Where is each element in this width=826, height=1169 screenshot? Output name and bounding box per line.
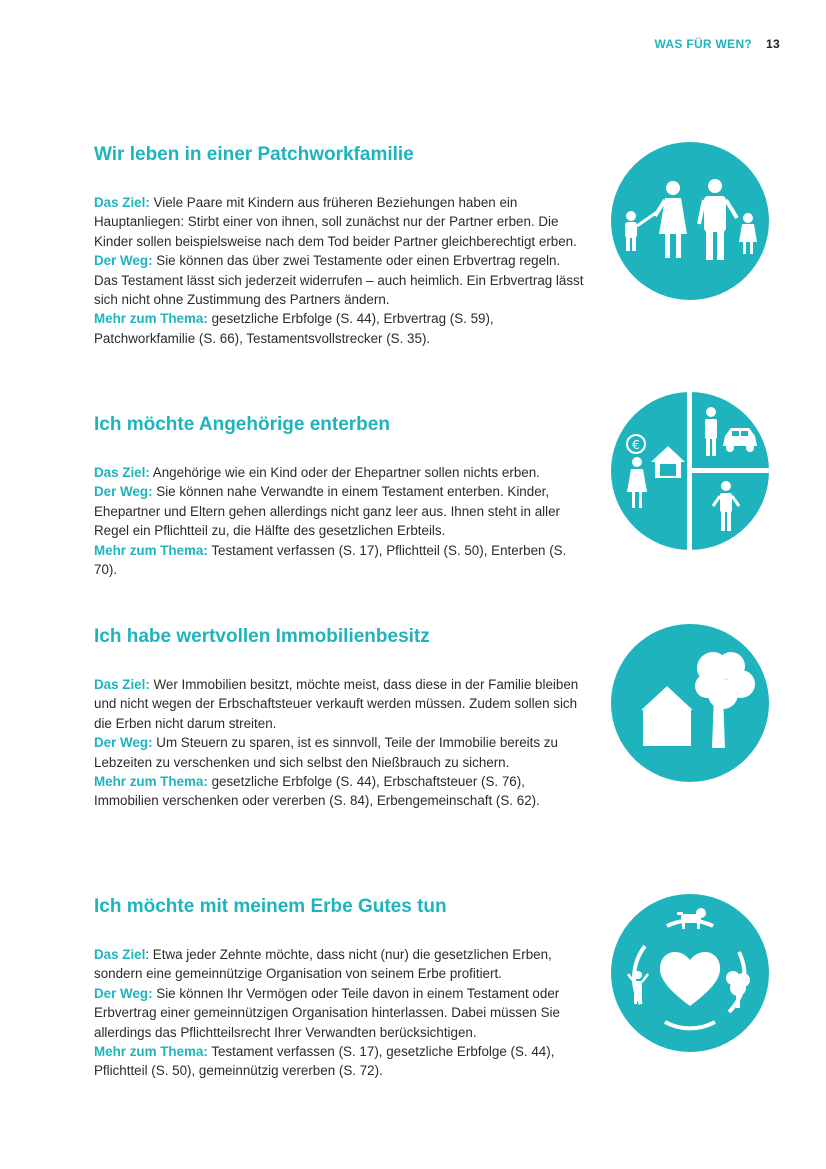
ziel-text: Angehörige wie ein Kind oder der Ehepartner sollen nichts erben. <box>149 465 540 480</box>
section-patchwork <box>94 143 586 348</box>
ziel-text: : Etwa jeder Zehnte möchte, dass nicht (nur) die gesetzlichen Erben, sondern eine gemeinnützige Organisation von seinem Erbe profitiert. <box>94 947 552 982</box>
running-header <box>654 37 780 51</box>
section-heading: Wir leben in einer Patchworkfamilie <box>94 144 414 165</box>
ziel-text: Wer Immobilien besitzt, möchte meist, dass diese in der Familie bleiben und nicht wegen der Erbschaftsteuer verkauft werden müssen. Zudem sollen sich die Erben nicht darum streiten. <box>94 677 579 731</box>
section-heading: Ich möchte Angehörige enterben <box>94 414 390 435</box>
ziel-label: Das Ziel: <box>94 195 150 210</box>
section-body <box>94 945 586 1081</box>
weg-label: Der Weg: <box>94 253 153 269</box>
weg-text: Sie können das über zwei Testamente oder einen Erbvertrag regeln. Das Testament lässt sich jederzeit widerrufen – auch heimlich. Ein Erbvertrag lässt sich nicht ohne Zustimmung des Partners ändern. <box>94 253 584 308</box>
disinherit-relatives-icon <box>611 392 769 550</box>
section-immobilien <box>94 625 586 811</box>
page-number: 13 <box>766 37 780 51</box>
mehr-text: gesetzliche Erbfolge (S. 44), Erbschaftsteuer (S. 76), Immobilien verschenken oder vererben (S. 84), Erbengemeinschaft (S. 62). <box>94 774 540 809</box>
svg-text:€: € <box>632 438 640 452</box>
mehr-label: Mehr zum Thema: <box>94 1044 208 1060</box>
mehr-label: Mehr zum Thema: <box>94 774 208 790</box>
ziel-label: Das Ziel: <box>94 677 150 692</box>
ziel-text: Viele Paare mit Kindern aus früheren Beziehungen haben ein Hauptanliegen: Stirbt einer von ihnen, soll zunächst nur der Partner erben. Die Kinder sollen beispielsweise nach dem Tod beider Partner gleichberechtigt erben. <box>94 195 577 249</box>
section-body <box>94 675 586 811</box>
mehr-text: Testament verfassen (S. 17), Pflichtteil (S. 50), Enterben (S. 70). <box>94 542 567 578</box>
mehr-label: Mehr zum Thema: <box>94 542 208 558</box>
mehr-label: Mehr zum Thema: <box>94 311 208 327</box>
section-heading: Ich habe wertvollen Immobilienbesitz <box>94 626 430 647</box>
weg-text: Sie können Ihr Vermögen oder Teile davon in einem Testament oder Erbvertrag einer gemeinnützigen Organisation hinterlassen. Dabei müssen Sie allerdings das Pflichtteilsrecht Ihrer Verwandten berücksichtigen. <box>94 985 560 1040</box>
section-gutes-tun <box>94 895 586 1081</box>
section-body <box>94 193 586 348</box>
section-enterben <box>94 413 586 579</box>
weg-label: Der Weg: <box>94 985 153 1001</box>
charity-heart-icon <box>611 894 769 1052</box>
mehr-text: gesetzliche Erbfolge (S. 44), Erbvertrag (S. 59), Patchworkfamilie (S. 66), Testamentsvollstrecker (S. 35). <box>94 311 494 346</box>
mehr-text: Testament verfassen (S. 17), gesetzliche Erbfolge (S. 44), Pflichtteil (S. 50), gemeinnützig vererben (S. 72). <box>94 1044 555 1079</box>
ziel-label: Das Ziel <box>94 947 146 962</box>
weg-label: Der Weg: <box>94 735 153 751</box>
section-body <box>94 463 586 579</box>
patchwork-family-icon <box>611 142 769 300</box>
section-title: WAS FÜR WEN? <box>654 37 753 51</box>
ziel-label: Das Ziel: <box>94 465 150 480</box>
weg-label: Der Weg: <box>94 484 153 500</box>
section-heading: Ich möchte mit meinem Erbe Gutes tun <box>94 896 447 917</box>
weg-text: Sie können nahe Verwandte in einem Testament enterben. Kinder, Ehepartner und Eltern gehen allerdings nicht ganz leer aus. Ihnen steht in aller Regel ein Pflichtteil zu, die Hälfte des gesetzlichen Erbteils. <box>94 484 560 539</box>
house-tree-icon <box>611 624 769 782</box>
weg-text: Um Steuern zu sparen, ist es sinnvoll, Teile der Immobilie bereits zu Lebzeiten zu verschenken und sich selbst den Nießbrauch zu sichern. <box>94 735 558 770</box>
